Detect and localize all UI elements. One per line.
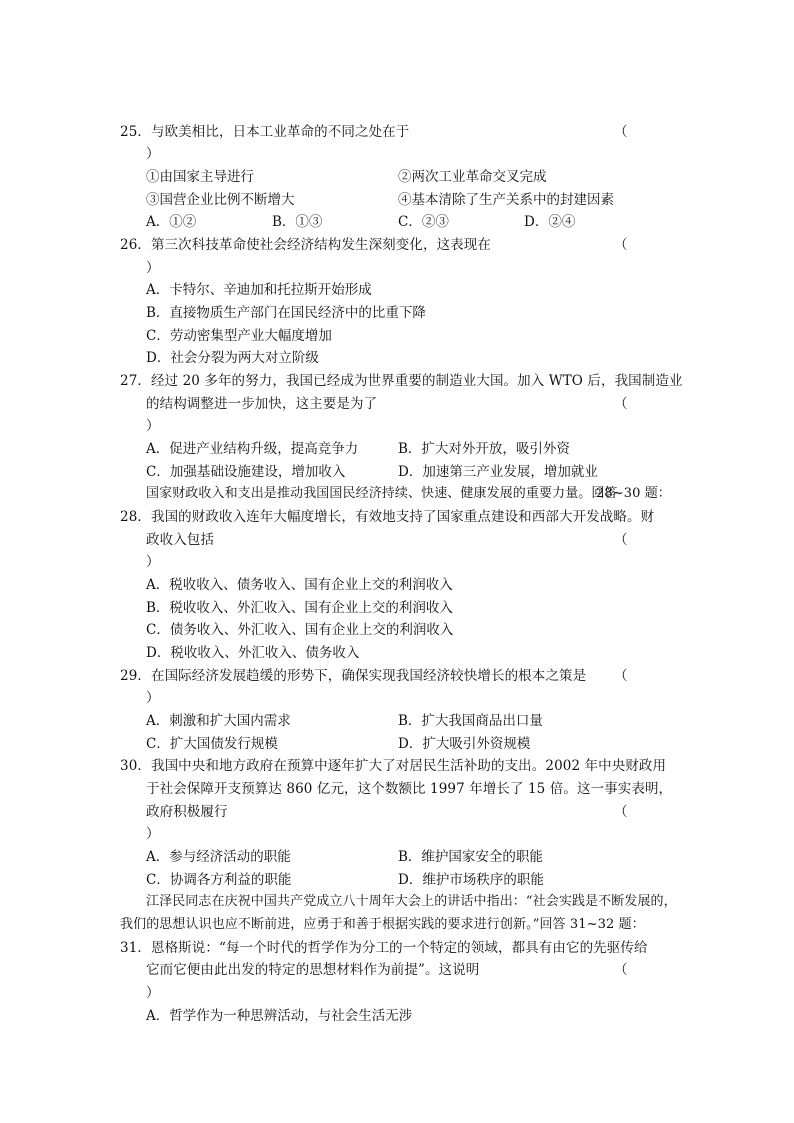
q30-answer-paren-open: （ — [614, 804, 628, 820]
q28-option-c: C．债务收入、外汇收入、国有企业上交的利润收入 — [146, 622, 454, 638]
q26-stem: 26．第三次科技革命使社会经济结构发生深刻变化，这表现在 — [120, 237, 491, 253]
q25-item-2: ②两次工业革命交叉完成 — [398, 169, 547, 185]
q28-option-a: A．税收收入、债务收入、国有企业上交的利润收入 — [146, 577, 453, 593]
q28-stem-line-1: 28．我国的财政收入连年大幅度增长，有效地支持了国家重点建设和西部大开发战略。财 — [120, 509, 655, 525]
q27-option-c: C．加强基础设施建设，增加收入 — [146, 464, 346, 480]
q27-option-a: A．促进产业结构升级，提高竞争力 — [146, 441, 359, 457]
q28-answer-paren-open: （ — [614, 532, 628, 548]
q25-option-a: A．①② — [146, 214, 197, 230]
q28-option-d: D．税收收入、外汇收入、债务收入 — [146, 645, 360, 661]
q31-answer-paren-open: （ — [614, 962, 628, 978]
q25-item-1: ①由国家主导进行 — [146, 169, 254, 185]
q30-answer-paren-close: ） — [146, 826, 160, 842]
q29-answer-paren-close: ） — [146, 690, 160, 706]
q26-option-d: D．社会分裂为两大对立阶级 — [146, 350, 319, 366]
q26-option-a: A．卡特尔、辛迪加和托拉斯开始形成 — [146, 282, 372, 298]
q25-option-d: D．②④ — [524, 214, 576, 230]
q31-stem-line-1: 31．恩格斯说：“每一个时代的哲学作为分工的一个特定的领域，都具有由它的先驱传给 — [120, 940, 648, 956]
q31-option-a: A．哲学作为一种思辨活动，与社会生活无涉 — [146, 1008, 413, 1024]
q30-option-d: D．维护市场秩序的职能 — [398, 872, 544, 888]
q26-answer-paren-open: （ — [614, 237, 628, 253]
section-intro-28-30-range: 28~30 题： — [596, 486, 671, 501]
q25-answer-paren-close: ） — [146, 146, 160, 162]
q25-option-b: B．①③ — [272, 214, 323, 230]
q25-option-c: C．②③ — [398, 214, 449, 230]
q29-option-b: B．扩大我国商品出口量 — [398, 713, 543, 729]
q30-stem-line-2: 于社会保障开支预算达 860 亿元，这个数额比 1997 年增长了 15 倍。这一事实表明， — [146, 781, 673, 797]
q29-option-c: C．扩大国债发行规模 — [146, 736, 278, 752]
q25-item-4: ④基本清除了生产关系中的封建因素 — [398, 192, 614, 208]
q27-answer-paren-open: （ — [614, 396, 628, 412]
q30-option-b: B．维护国家安全的职能 — [398, 849, 543, 865]
q29-stem: 29．在国际经济发展趋缓的形势下，确保实现我国经济较快增长的根本之策是 — [120, 668, 587, 684]
q27-answer-paren-close: ） — [146, 418, 160, 434]
q26-option-b: B．直接物质生产部门在国民经济中的比重下降 — [146, 305, 426, 321]
q30-stem-line-1: 30．我国中央和地方政府在预算中逐年扩大了对居民生活补助的支出。2002 年中央财政用 — [120, 758, 667, 774]
q29-option-d: D．扩大吸引外资规模 — [398, 736, 531, 752]
q31-answer-paren-close: ） — [146, 985, 160, 1001]
section-intro-28-30: 国家财政收入和支出是推动我国国民经济持续、快速、健康发展的重要力量。回答 — [146, 486, 618, 501]
q26-option-c: C．劳动密集型产业大幅度增加 — [146, 328, 332, 344]
q31-stem-line-2: 它而它便由此出发的特定的思想材料作为前提”。这说明 — [146, 962, 480, 978]
section-intro-31-32-line-2: 我们的思想认识也应不断前进，应勇于和善于根据实践的要求进行创新。”回答 31~32 题： — [120, 917, 645, 932]
q25-stem: 25．与欧美相比，日本工业革命的不同之处在于 — [120, 124, 410, 140]
q26-answer-paren-close: ） — [146, 260, 160, 276]
q28-answer-paren-close: ） — [146, 554, 160, 570]
q30-option-c: C．协调各方利益的职能 — [146, 872, 292, 888]
q29-answer-paren-open: （ — [614, 668, 628, 684]
q30-stem-line-3: 政府积极履行 — [146, 804, 228, 820]
q27-option-b: B．扩大对外开放，吸引外资 — [398, 441, 570, 457]
q29-option-a: A．刺激和扩大国内需求 — [146, 713, 291, 729]
section-intro-31-32-line-1: 江泽民同志在庆祝中国共产党成立八十周年大会上的讲话中指出：“社会实践是不断发展的， — [146, 894, 677, 909]
q28-stem-line-2: 政收入包括 — [146, 532, 214, 548]
q25-answer-paren-open: （ — [614, 124, 628, 140]
q28-option-b: B．税收收入、外汇收入、国有企业上交的利润收入 — [146, 600, 453, 616]
q27-stem-line-2: 的结构调整进一步加快，这主要是为了 — [146, 396, 378, 412]
q27-stem-line-1: 27．经过 20 多年的努力，我国已经成为世界重要的制造业大国。加入 WTO 后，我国制造业 — [120, 373, 683, 389]
q27-option-d: D．加速第三产业发展，增加就业 — [398, 464, 598, 480]
q25-item-3: ③国营企业比例不断增大 — [146, 192, 295, 208]
q30-option-a: A．参与经济活动的职能 — [146, 849, 291, 865]
